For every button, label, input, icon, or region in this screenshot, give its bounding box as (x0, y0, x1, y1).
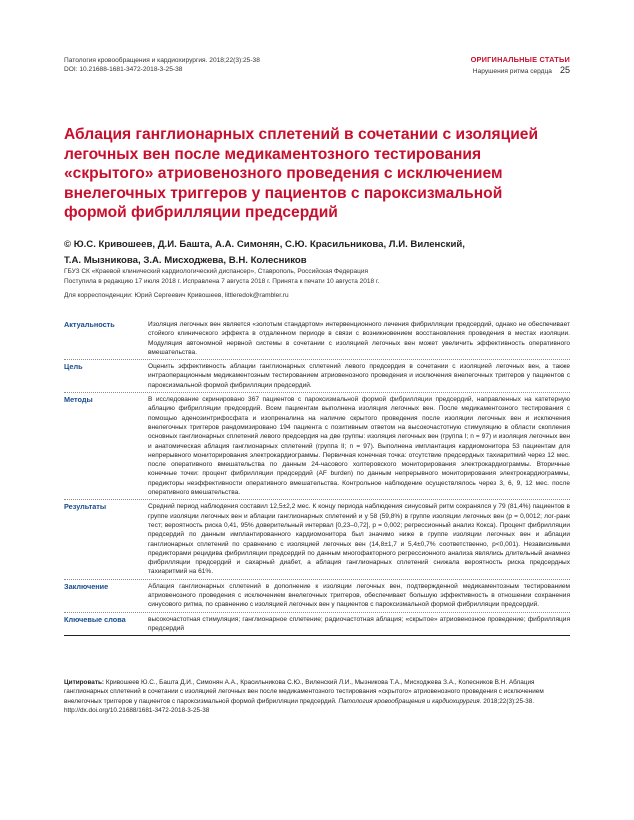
abstract-row-conclusion (64, 580, 570, 613)
citation-label: Цитировать: (64, 679, 105, 686)
correspondence: Для корреспонденции: Юрий Сергеевич Кривошеев, littleredok@rambler.ru (64, 292, 289, 299)
abstract-label: Актуальность (64, 320, 115, 329)
structured-abstract (64, 318, 570, 636)
article-title: Аблация ганглионарных сплетений в сочетании с изоляцией легочных вен после медикаментозного тестирования «скрытого» атриовенозного проведения с исключением внелегочных триггеров у пациентов с пароксизмальной формой фибрилляции предсердий (64, 126, 539, 222)
abstract-text: Средний период наблюдения составил 12,5±2,2 мес. К концу периода наблюдения синусовый ритм сохранялся у 79 (81,4%) пациентов в группе изоляции легочных вен и аблации ганглионарных сплетений и у 58 (59,8%) в группе изоляции легочных вен (p = 0,0012; лог-ранк тест; вероятность риска 0,41, 95% доверительный интервал [0,23–0,72], p = 0,002; регрессионный анализ Кокса). Процент фибрилляции предсердий по данным имплантированного кардиомонитора был значимо ниже в группе изоляции легочных вен и аблации ганглионарных сплетений по сравнению с изоляцией легочных вен (14,8±1,7 и 5,4±0,7% соответственно, p<0,001). Независимыми предикторами рецидива фибрилляции предсердий по данным многофакторного регрессионного анализа являлись длительный анамнез фибрилляции предсердий и сахарный диабет, а аблация ганглионарных сплетений снижала вероятность риска предсердных тахиаритмий на 61%. (148, 503, 570, 576)
abstract-text: высокочастотная стимуляция; ганглионарное сплетение; радиочастотная аблация; «скрытое» атриовенозное проведение; фибрилляция предсердий (148, 615, 570, 632)
page-number: 25 (559, 65, 570, 75)
abstract-text: Аблация ганглионарных сплетений в дополнение к изоляции легочных вен, подтвержденной медикаментозным тестированием атриовенозного проведения с исключением внелегочных триггеров, обеспечивает большую эффективность в отношении сохранения синусового ритма, по сравнению с изоляцией легочных вен у пациентов с пароксизмальной формой фибрилляции предсердий. (148, 582, 570, 609)
authors-line-2: Т.А. Мызникова, З.А. Мисходжева, В.Н. Колесников (64, 254, 307, 266)
abstract-label: Цель (64, 362, 83, 372)
affiliation-block (64, 267, 564, 286)
abstract-row-methods (64, 393, 570, 500)
abstract-row-keywords (64, 613, 570, 637)
citation-block (64, 678, 570, 715)
authors-line-1: © Ю.С. Кривошеев, Д.И. Башта, А.А. Симонян, С.Ю. Красильникова, Л.И. Виленский, (64, 239, 465, 250)
abstract-text: Оценить эффективность аблации ганглионарных сплетений левого предсердия в сочетании с изоляцией легочных вен, а также интраоперационным медикаментозным тестированием атриовенозного проведения и исключения внелегочных триггеров у пациентов с пароксизмальной формой фибрилляции предсердий. (148, 363, 570, 389)
author-list (64, 237, 564, 268)
running-header-left (64, 56, 260, 74)
journal-line: Патология кровообращения и кардиохирургия. 2018;22(3):25-38 (64, 57, 260, 64)
citation-text: Кривошеев Ю.С., Башта Д.И., Симонян А.А., Красильникова С.Ю., Виленский Л.И., Мызникова Т.А., Мисходжева З.А., Колесников В.Н. Аблация ганглионарных сплетений в сочетании с изоляцией легочных вен после медикаментозного тестирования «скрытого» атриовенозного проведения с исключением внелегочных триггеров у пациентов с пароксизмальной формой фибрилляции предсердий. (64, 679, 544, 705)
abstract-row-results (64, 500, 570, 579)
abstract-label: Методы (64, 395, 93, 405)
running-header-right (471, 55, 570, 77)
abstract-label: Результаты (64, 502, 107, 512)
doi-line: DOI: 10.21688-1681-3472-2018-3-25-38 (64, 66, 183, 73)
abstract-label: Заключение (64, 581, 109, 591)
abstract-text: Изоляция легочных вен является «золотым стандартом» интервенционного лечения фибрилляции предсердий, однако не обеспечивает стойкого клинического эффекта в отдаленном периоде в связи с возникновением восстановления проведения в местах изоляции. Модуляция автономной нервной системы в сочетании с изоляцией легочных вен может увеличить эффективность оперативного вмешательства. (148, 321, 570, 356)
subsection-line (471, 65, 570, 77)
section-label: ОРИГИНАЛЬНЫЕ СТАТЬИ (470, 55, 570, 64)
abstract-label: Ключевые слова (64, 614, 126, 624)
affiliation: ГБУЗ СК «Краевой клинический кардиологический диспансер», Ставрополь, Российская Федерация (64, 268, 368, 275)
abstract-row-background (64, 318, 570, 360)
abstract-row-aim (64, 360, 570, 393)
abstract-text: В исследование скринировано 367 пациентов с пароксизмальной формой фибрилляции предсердий, направленных на катетерную аблацию фибрилляции предсердий. Всем пациентам выполнена изоляция легочных вен. После медикаментозного тестирования с помощью аденозинтрифосфата и изопреналина на наличие скрытого проведения после изоляции легочных вен и исключения внелегочных триггеров рандомизировано 194 пациента с позитивным ответом на высокочастотную стимуляцию в области скопления основных ганглионарных сплетений левого предсердия на две группы: изоляция легочных вен (группа I; n = 97) и изоляция легочных вен и анатомическая аблация ганглионарных сплетений (группа II; n = 97). Выполнена имплантация кардиомонитора 53 пациентам для непрерывного мониторирования электрокардиограммы. Первичная конечная точка: отсутствие предсердных тахиаритмий через 12 мес. после оперативного вмешательства по данным 24-часового холтеровского мониторирования электрокардиограммы. Вторичные конечные точки: процент фибрилляции предсердий (AF burden) по данным непрерывного мониторирования электрокардиограммы, предикторы неэффективности оперативного вмешательства. Контрольное наблюдение осуществлялось через 3, 6, 9, 12 мес. после оперативного вмешательства. (148, 396, 570, 497)
citation-tail: 2018;22(3):25-38. http://dx.doi.org/10.21688/1681-3472-2018-3-25-38 (64, 697, 535, 714)
subsection-label: Нарушения ритма сердца (472, 68, 552, 75)
article-dates: Поступила в редакцию 17 июля 2018 г. Исправлена 7 августа 2018 г. Принята к печати 10 августа 2018 г. (64, 277, 380, 285)
citation-journal: Патология кровообращения и кардиохирургия. (338, 697, 482, 705)
